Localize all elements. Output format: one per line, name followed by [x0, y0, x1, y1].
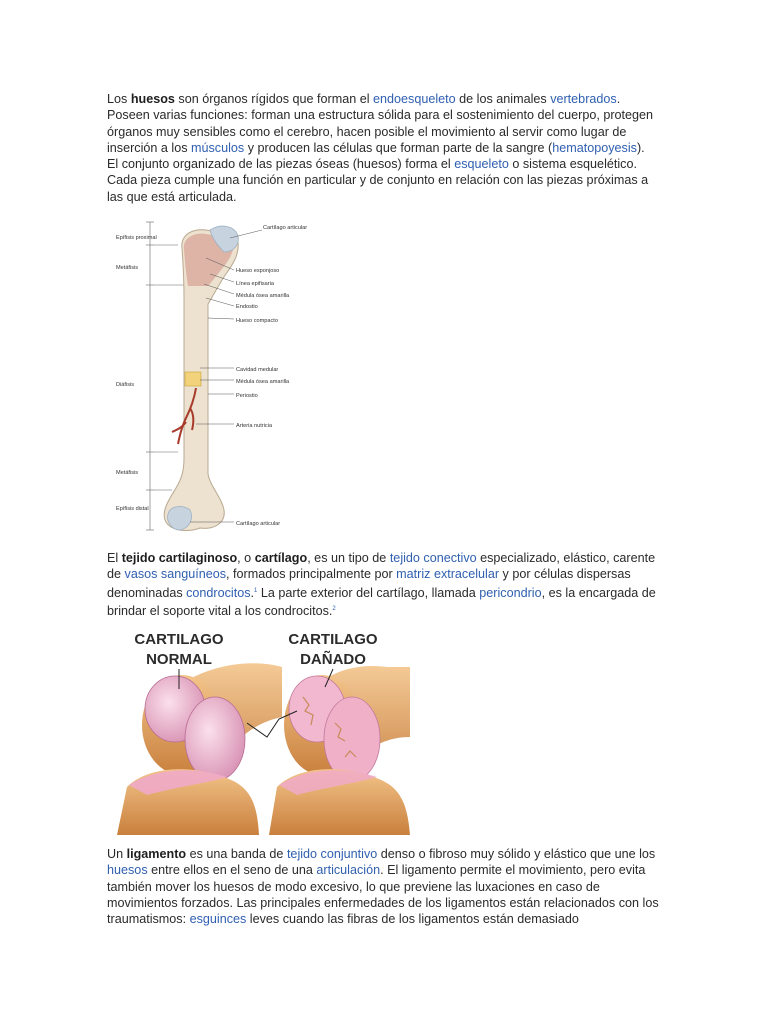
link-tejido-conectivo[interactable]: tejido conectivo — [389, 551, 477, 565]
label-medula-amarilla: Médula ósea amarilla — [236, 379, 290, 385]
label-metafisis-top: Metáfisis — [116, 265, 139, 271]
link-esqueleto[interactable]: esqueleto — [454, 157, 509, 172]
title-cartilago-danado-1: CARTILAGO — [288, 631, 378, 648]
bone-diagram — [110, 218, 310, 536]
paragraph-ligamento — [107, 846, 659, 927]
link-vertebrados[interactable]: vertebrados — [550, 92, 617, 106]
paragraph-cartilago — [107, 550, 659, 620]
link-hematopoyesis[interactable]: hematopoyesis — [552, 140, 637, 155]
medullary-cavity — [185, 372, 201, 386]
label-medula-amarilla-top: Médula ósea amarilla — [236, 293, 290, 299]
text-run: denso o fibroso muy sólido y elástico que une los — [377, 847, 656, 861]
text-run: entre ellos en el seno de una — [147, 863, 317, 878]
label-arteria-nutricia: Arteria nutricia — [236, 423, 273, 429]
term-huesos: huesos — [130, 92, 175, 106]
text-run: o sistema esquelético. Cada pieza cumple una función en particular y de conjunto en relación con las piezas próximas a las que está articulada. — [107, 157, 649, 204]
text-run: , formados principalmente por — [226, 567, 397, 582]
text-run: de los animales — [455, 92, 551, 106]
label-cavidad-medular: Cavidad medular — [236, 367, 279, 373]
text-run: El — [107, 551, 122, 565]
link-huesos[interactable]: huesos — [107, 863, 148, 878]
link-articulacion[interactable]: articulación — [316, 863, 381, 878]
text-run: ). El conjunto organizado de las piezas óseas (huesos) forma el — [107, 140, 645, 172]
label-diafisis: Diáfisis — [116, 382, 135, 388]
term-cartilago: cartílago — [254, 551, 308, 565]
link-esguinces[interactable]: esguinces — [189, 912, 247, 927]
text-run: son órganos rígidos que forman el — [174, 92, 374, 106]
label-linea-epifisaria: Línea epifisaria — [236, 281, 274, 287]
text-run: . Poseen varias funciones: forman una estructura sólida para el sostenimiento del cuerpo, protegen órganos muy sensibles como el cerebro, hacen posible el movimiento al servir como lugar de inserción a los — [107, 92, 654, 155]
text-run: , es la encargada de brindar el soporte vital a los condrocitos. — [107, 585, 656, 619]
text-run: leves cuando las fibras de los ligamentos están demasiado — [246, 912, 579, 927]
link-pericondrio[interactable]: pericondrio — [479, 585, 542, 600]
title-cartilago-danado-2: DAÑADO — [300, 651, 366, 668]
reference-1[interactable]: 1 — [254, 587, 258, 594]
title-cartilago-normal-1: CARTILAGO — [134, 631, 224, 648]
text-run: La parte exterior del cartílago, llamada — [257, 585, 480, 600]
reference-2[interactable]: 2 — [332, 606, 336, 613]
label-hueso-compacto: Hueso compacto — [236, 318, 278, 324]
label-cartilago-articular-top: Cartílago articular — [263, 225, 308, 231]
text-run: especializado, elástico, carente de — [107, 551, 656, 582]
title-cartilago-normal-2: NORMAL — [146, 651, 212, 668]
label-endostio: Endostio — [236, 304, 258, 310]
label-periostio: Periostio — [236, 393, 258, 399]
cartilage-illustration — [107, 627, 410, 835]
text-run: Un — [107, 847, 127, 861]
label-epifisis-distal: Epífisis distal — [116, 506, 149, 512]
link-tejido-conjuntivo[interactable]: tejido conjuntivo — [286, 847, 378, 861]
text-run: es una banda de — [186, 847, 287, 861]
text-run: . — [250, 585, 255, 600]
term-ligamento: ligamento — [126, 847, 187, 861]
link-vasos-sanguineos[interactable]: vasos sanguíneos — [124, 567, 227, 582]
text-run: , es un tipo de — [307, 551, 390, 565]
label-epifisis-proximal: Epífisis proximal — [116, 235, 157, 241]
paragraph-huesos — [107, 91, 659, 205]
link-musculos[interactable]: músculos — [191, 140, 245, 155]
link-condrocitos[interactable]: condrocitos — [186, 585, 251, 600]
text-run: y por células dispersas denominadas — [107, 567, 631, 600]
text-run: Los — [107, 92, 131, 106]
text-run: y producen las células que forman parte de la sangre ( — [244, 140, 553, 155]
text-run: , o — [237, 551, 255, 565]
label-cartilago-articular-bottom: Cartílago articular — [236, 521, 281, 527]
term-tejido-cartilaginoso: tejido cartilaginoso — [121, 551, 238, 565]
label-hueso-esponjoso: Hueso esponjoso — [236, 268, 280, 274]
label-metafisis-bottom: Metáfisis — [116, 470, 139, 476]
link-matriz-extracelular[interactable]: matriz extracelular — [396, 567, 500, 582]
text-run: . El ligamento permite el movimiento, pero evita también mover los huesos de modo excesivo, lo que previene las luxaciones en caso de movimientos forzados. Las principales enfermedades de los ligamentos están relacionados con los traumatismos: — [107, 863, 659, 927]
link-endoesqueleto[interactable]: endoesqueleto — [373, 92, 456, 106]
